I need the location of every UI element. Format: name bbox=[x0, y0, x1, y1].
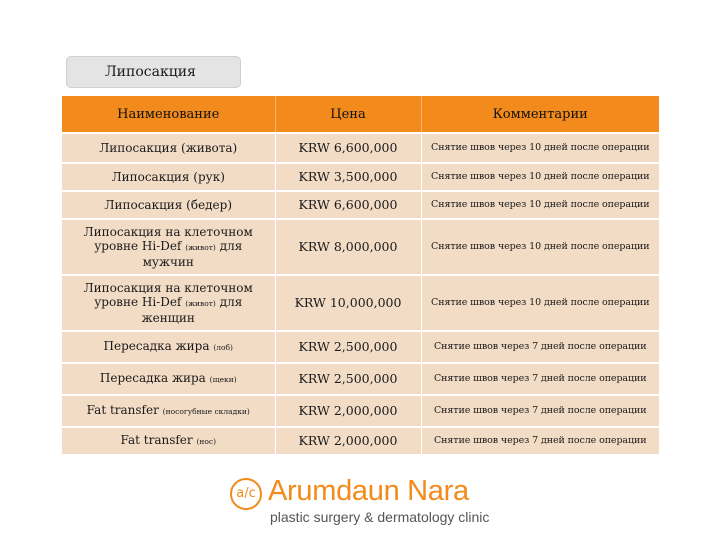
row-name: Fat transfer (нос) bbox=[62, 427, 275, 454]
row-comment: Снятие швов через 7 дней после операции bbox=[421, 427, 659, 454]
clinic-tagline: plastic surgery & dermatology clinic bbox=[270, 509, 490, 525]
row-price: KRW 2,500,000 bbox=[275, 363, 421, 395]
table-row bbox=[62, 275, 659, 331]
section-title: Липосакция bbox=[66, 56, 241, 88]
row-comment: Снятие швов через 10 дней после операции bbox=[421, 133, 659, 163]
table-row bbox=[62, 163, 659, 191]
header-name: Наименование bbox=[62, 96, 275, 133]
table-row bbox=[62, 133, 659, 163]
row-comment: Снятие швов через 7 дней после операции bbox=[421, 363, 659, 395]
row-name: Липосакция (бедер) bbox=[62, 191, 275, 219]
row-comment: Снятие швов через 10 дней после операции bbox=[421, 191, 659, 219]
row-comment: Снятие швов через 10 дней после операции bbox=[421, 275, 659, 331]
row-price: KRW 2,000,000 bbox=[275, 395, 421, 427]
row-name: Пересадка жира (лоб) bbox=[62, 331, 275, 363]
row-name: Липосакция на клеточном уровне Hi-Def (живот) для мужчин bbox=[62, 219, 275, 275]
table-row bbox=[62, 191, 659, 219]
header-comment: Комментарии bbox=[421, 96, 659, 133]
clinic-logo-icon: a/c bbox=[230, 478, 262, 510]
price-table bbox=[62, 96, 659, 454]
table-row bbox=[62, 363, 659, 395]
table-row bbox=[62, 395, 659, 427]
row-price: KRW 2,500,000 bbox=[275, 331, 421, 363]
header-price: Цена bbox=[275, 96, 421, 133]
table-row bbox=[62, 331, 659, 363]
row-comment: Снятие швов через 7 дней после операции bbox=[421, 331, 659, 363]
row-name: Липосакция (живота) bbox=[62, 133, 275, 163]
row-price: KRW 8,000,000 bbox=[275, 219, 421, 275]
row-name: Липосакция (рук) bbox=[62, 163, 275, 191]
row-price: KRW 2,000,000 bbox=[275, 427, 421, 454]
row-name: Fat transfer (носогубные складки) bbox=[62, 395, 275, 427]
row-name: Липосакция на клеточном уровне Hi-Def (живот) для женщин bbox=[62, 275, 275, 331]
clinic-name: Arumdaun Nara bbox=[268, 475, 469, 507]
row-comment: Снятие швов через 10 дней после операции bbox=[421, 163, 659, 191]
row-price: KRW 10,000,000 bbox=[275, 275, 421, 331]
row-price: KRW 3,500,000 bbox=[275, 163, 421, 191]
table-row bbox=[62, 219, 659, 275]
row-comment: Снятие швов через 7 дней после операции bbox=[421, 395, 659, 427]
row-price: KRW 6,600,000 bbox=[275, 133, 421, 163]
table-row bbox=[62, 427, 659, 454]
table-header-row bbox=[62, 96, 659, 133]
row-comment: Снятие швов через 10 дней после операции bbox=[421, 219, 659, 275]
row-price: KRW 6,600,000 bbox=[275, 191, 421, 219]
row-name: Пересадка жира (щеки) bbox=[62, 363, 275, 395]
clinic-logo bbox=[230, 475, 500, 528]
